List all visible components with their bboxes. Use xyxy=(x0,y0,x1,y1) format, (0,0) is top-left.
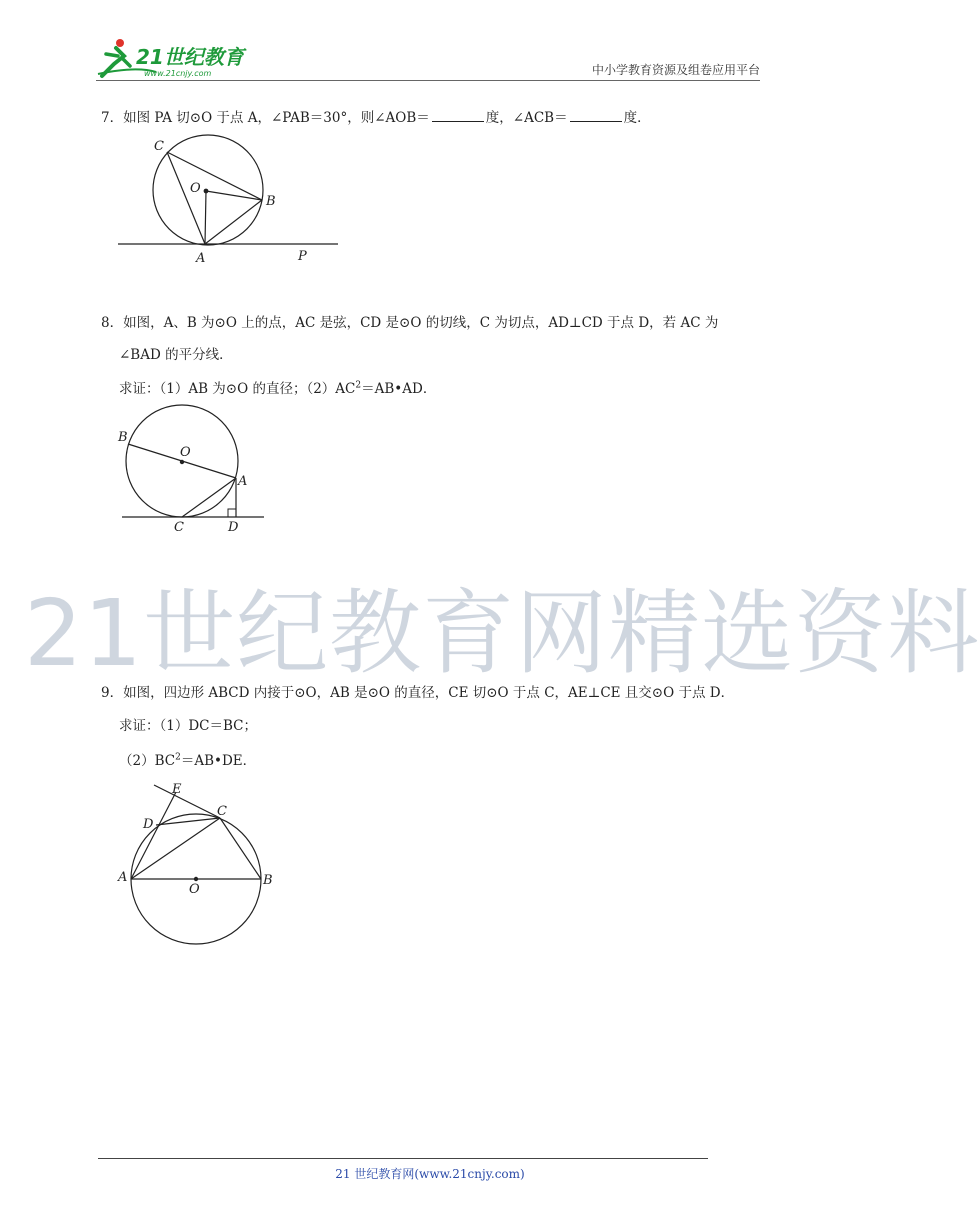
footer-divider xyxy=(98,1158,708,1159)
svg-text:E: E xyxy=(172,782,182,797)
svg-text:www.21cnjy.com: www.21cnjy.com xyxy=(144,69,212,78)
svg-text:B: B xyxy=(118,430,128,445)
q8-line2: ∠BAD 的平分线． xyxy=(119,347,233,363)
q8-figure xyxy=(112,405,282,540)
q9-line3: $(2)BC^2=AB•DE$． xyxy=(119,752,257,769)
q7-blank-acb[interactable] xyxy=(570,110,622,122)
q7-figure xyxy=(110,130,350,270)
svg-text:C: C xyxy=(154,139,164,154)
header-platform-text: 中小学教育资源及组卷应用平台 xyxy=(591,63,760,77)
svg-text:B: B xyxy=(263,873,273,888)
svg-text:D: D xyxy=(143,817,154,832)
svg-text:A: A xyxy=(196,251,206,266)
svg-text:O: O xyxy=(190,181,201,196)
q8-right-angle-mark xyxy=(228,509,236,517)
svg-text:C: C xyxy=(217,804,227,819)
q7-center-point xyxy=(204,189,209,194)
svg-text:C: C xyxy=(174,520,184,535)
svg-text:O: O xyxy=(189,882,200,897)
svg-text:P: P xyxy=(298,249,307,264)
svg-text:21世纪教育: 21世纪教育 xyxy=(136,45,244,69)
q8-center-point xyxy=(180,460,184,464)
q7-text: 7．如图 PA 切⊙O 于点 A，∠PAB＝30°，则∠AOB＝ 度，∠ACB＝ 度． xyxy=(101,110,651,126)
svg-text:O: O xyxy=(180,445,191,460)
q8-line1: 8．如图，A、B 为⊙O 上的点，AC 是弦，CD 是⊙O 的切线，C 为切点，AD⊥CD 于点 D，若 AC 为 xyxy=(101,315,719,331)
watermark: 21世纪教育网精选资料 xyxy=(24,580,980,687)
q8-line3: 求证：（1）AB 为⊙O 的直径；$(2)AC^2=AB•AD$． xyxy=(119,380,437,397)
q9-line1: 9．如图，四边形 ABCD 内接于⊙O，AB 是⊙O 的直径，CE 切⊙O 于点 C，AE⊥CE 且交⊙O 于点 D． xyxy=(101,685,735,701)
svg-text:B: B xyxy=(266,194,276,209)
q9-figure xyxy=(112,780,287,950)
svg-text:A: A xyxy=(238,474,248,489)
q9-center-point xyxy=(194,877,198,881)
header-divider xyxy=(96,80,760,81)
logo xyxy=(96,36,266,80)
svg-text:A: A xyxy=(118,870,128,885)
footer-text: 21 世纪教育网(www.21cnjy.com) xyxy=(335,1167,525,1181)
svg-text:D: D xyxy=(228,520,239,535)
q7-blank-aob[interactable] xyxy=(432,110,484,122)
q9-line2: 求证：（1）DC＝BC； xyxy=(119,718,257,734)
